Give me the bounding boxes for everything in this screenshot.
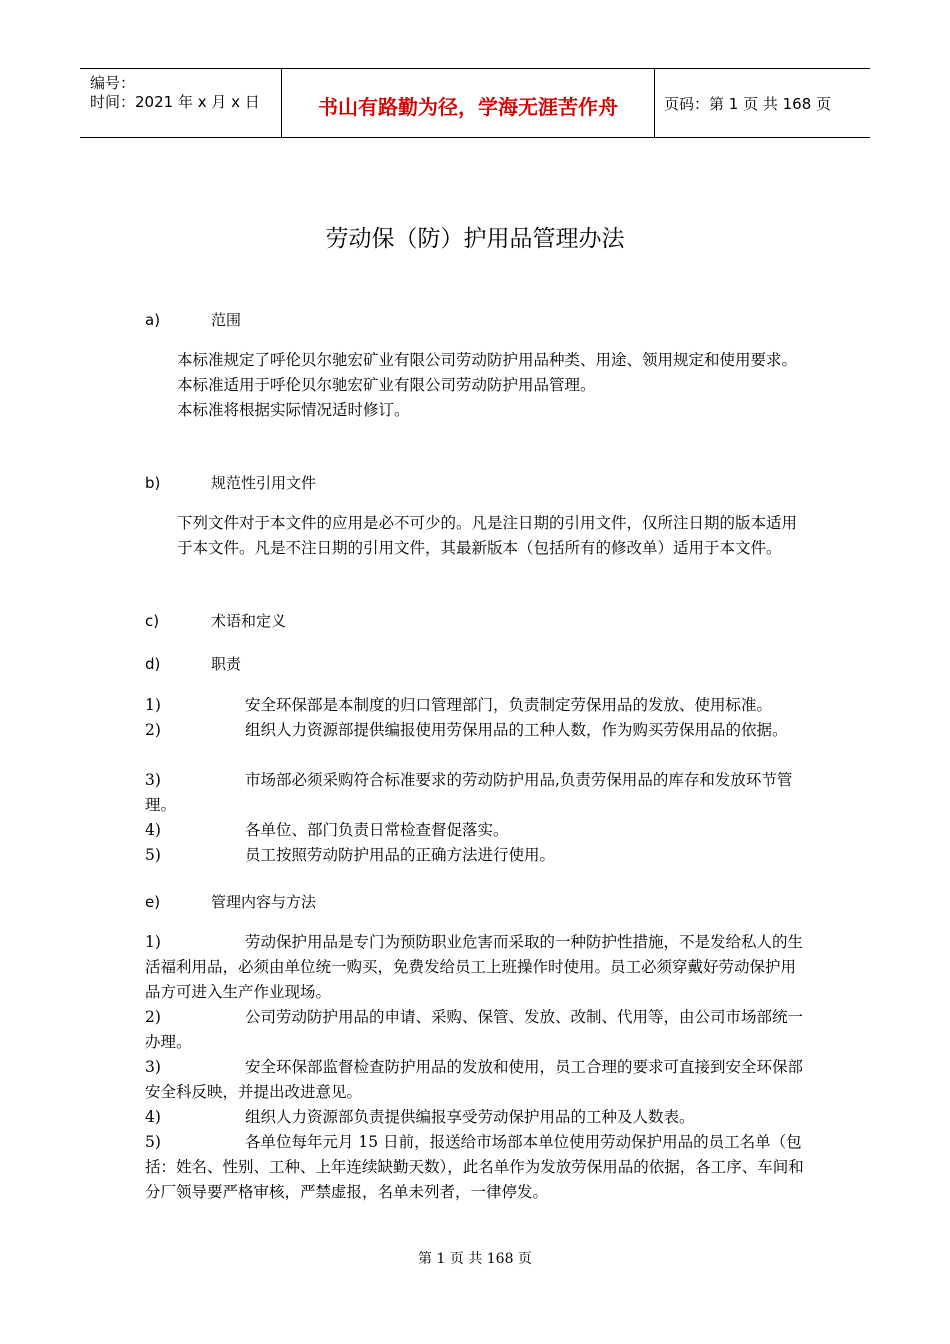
page-title: 劳动保（防）护用品管理办法 xyxy=(325,226,625,252)
item-text: 公司劳动防护用品的申请、采购、保管、发放、改制、代用等，由公司市场部统一办理。 xyxy=(145,1008,804,1051)
document-header xyxy=(80,68,870,138)
references-text: 下列文件对于本文件的应用是必不可少的。凡是注日期的引用文件，仅所注日期的版本适用于本文件。凡是不注日期的引用文件，其最新版本（包括所有的修改单）适用于本文件。 xyxy=(177,514,798,557)
management-item xyxy=(145,1055,810,1105)
section-label: e) xyxy=(145,893,161,911)
header-page-cell xyxy=(654,69,870,137)
item-number: 1) xyxy=(145,933,161,951)
section-label: c) xyxy=(145,612,160,630)
motto: 书山有路勤为径，学海无涯苦作舟 xyxy=(318,95,618,119)
item-text: 组织人力资源部提供编报使用劳保用品的工种人数，作为购买劳保用品的依据。 xyxy=(245,721,788,739)
section-title: 职责 xyxy=(211,655,242,673)
section-title: 范围 xyxy=(211,311,242,329)
item-text: 各单位每年元月 15 日前，报送给市场部本单位使用劳动保护用品的员工名单（包括：姓名、性别、工种、上年连续缺勤天数），此名单作为发放劳保用品的依据，各工序、车间和分厂领导要严格审核，严禁虚报，名单未列者，一律停发。 xyxy=(145,1133,804,1201)
item-number: 2) xyxy=(145,721,161,739)
duty-item xyxy=(145,818,810,843)
item-text: 劳动保护用品是专门为预防职业危害而采取的一种防护性措施，不是发给私人的生活福利用品，必须由单位统一购买，免费发给员工上班操作时使用。员工必须穿戴好劳动保护用品方可进入生产作业现场。 xyxy=(145,933,804,1001)
item-number: 5) xyxy=(145,1133,161,1151)
section-heading-c xyxy=(145,610,286,631)
scope-text-3: 本标准将根据实际情况适时修订。 xyxy=(177,401,410,419)
item-text: 安全环保部是本制度的归口管理部门，负责制定劳保用品的发放、使用标准。 xyxy=(245,696,773,714)
document-date: 时间：2021 年 x 月 x 日 xyxy=(90,93,260,111)
duty-item xyxy=(145,718,810,743)
item-number: 3) xyxy=(145,771,161,789)
management-item xyxy=(145,1005,810,1055)
item-text: 安全环保部监督检查防护用品的发放和使用，员工合理的要求可直接到安全环保部安全科反映，并提出改进意见。 xyxy=(145,1058,804,1101)
duty-item xyxy=(145,768,810,818)
item-number: 1) xyxy=(145,696,161,714)
section-title: 规范性引用文件 xyxy=(211,474,317,492)
item-number: 4) xyxy=(145,821,161,839)
scope-text-1: 本标准规定了呼伦贝尔驰宏矿业有限公司劳动防护用品种类、用途、领用规定和使用要求。 xyxy=(177,351,798,369)
item-number: 3) xyxy=(145,1058,161,1076)
item-number: 4) xyxy=(145,1108,161,1126)
item-text: 组织人力资源部负责提供编报享受劳动保护用品的工种及人数表。 xyxy=(245,1108,695,1126)
section-heading-a xyxy=(145,309,241,330)
management-item xyxy=(145,1130,810,1205)
header-meta xyxy=(80,69,280,137)
item-text: 员工按照劳动防护用品的正确方法进行使用。 xyxy=(245,846,556,864)
document-number: 编号： xyxy=(90,74,136,92)
section-heading-e xyxy=(145,891,316,912)
management-item xyxy=(145,930,810,1005)
section-title: 管理内容与方法 xyxy=(211,893,317,911)
item-number: 2) xyxy=(145,1008,161,1026)
item-text: 各单位、部门负责日常检查督促落实。 xyxy=(245,821,509,839)
duty-item xyxy=(145,693,810,718)
section-heading-b xyxy=(145,472,316,493)
section-label: a) xyxy=(145,311,161,329)
duty-item xyxy=(145,843,810,868)
page-info: 页码：第 1 页 共 168 页 xyxy=(664,95,832,113)
page-footer: 第 1 页 共 168 页 xyxy=(418,1251,532,1267)
scope-text-2: 本标准适用于呼伦贝尔驰宏矿业有限公司劳动防护用品管理。 xyxy=(177,376,596,394)
item-number: 5) xyxy=(145,846,161,864)
section-heading-d xyxy=(145,653,241,674)
management-item xyxy=(145,1105,810,1130)
section-label: d) xyxy=(145,655,161,673)
references-paragraph xyxy=(145,511,810,561)
header-motto-cell xyxy=(281,69,655,137)
section-title: 术语和定义 xyxy=(211,612,287,630)
item-text: 市场部必须采购符合标准要求的劳动防护用品,负责劳保用品的库存和发放环节管理。 xyxy=(145,771,793,814)
section-label: b) xyxy=(145,474,161,492)
scope-paragraph xyxy=(145,348,810,423)
